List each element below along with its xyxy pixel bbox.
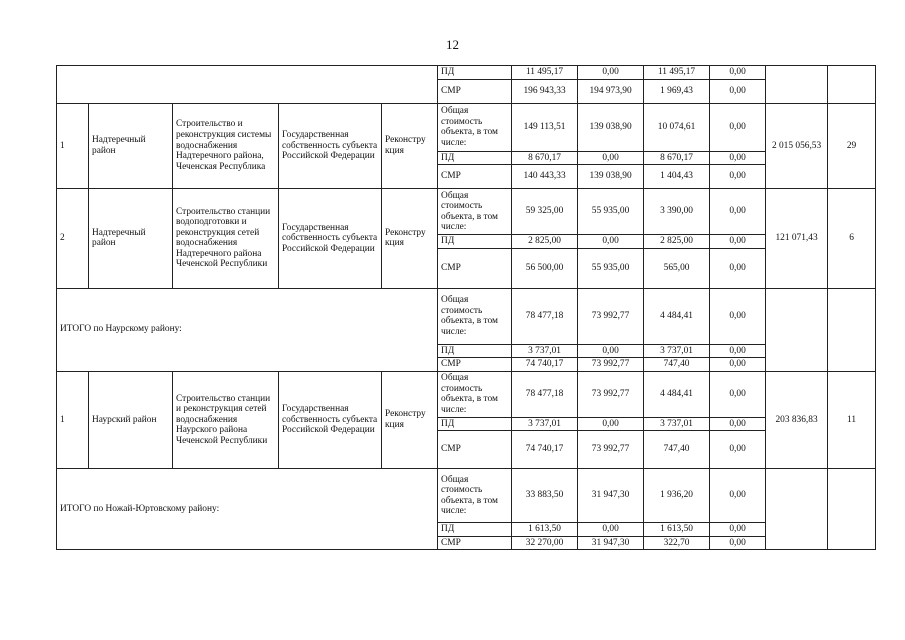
value-total: 140 443,33 xyxy=(512,165,578,189)
value-1: 73 992,77 xyxy=(578,431,644,469)
project-count: 11 xyxy=(828,371,876,469)
value-2: 1 936,20 xyxy=(644,469,710,523)
project-name: Строительство станции водоподготовки и реконструкция сетей водоснабжения Надтеречного района Чеченской Республики xyxy=(173,189,279,289)
value-total: 32 270,00 xyxy=(512,536,578,550)
value-total: 3 737,01 xyxy=(512,417,578,431)
value-2: 747,40 xyxy=(644,358,710,372)
value-2: 4 484,41 xyxy=(644,371,710,417)
project-work-type: Реконстру кция xyxy=(382,189,438,289)
row-type: ПД xyxy=(438,151,512,165)
project-district: Надтеречный район xyxy=(89,189,173,289)
table-row xyxy=(57,371,876,417)
subtotal-label: ИТОГО по Наурскому району: xyxy=(57,288,438,371)
value-total: 11 495,17 xyxy=(512,66,578,80)
value-1: 0,00 xyxy=(578,523,644,537)
project-number: 1 xyxy=(57,371,89,469)
value-1: 0,00 xyxy=(578,344,644,358)
value-1: 55 935,00 xyxy=(578,189,644,235)
value-total: 1 613,50 xyxy=(512,523,578,537)
continuation-blank xyxy=(57,66,438,104)
value-total: 74 740,17 xyxy=(512,431,578,469)
subtotal-count xyxy=(828,288,876,371)
value-total: 149 113,51 xyxy=(512,103,578,151)
value-total: 8 670,17 xyxy=(512,151,578,165)
row-type: СМР xyxy=(438,536,512,550)
value-total: 74 740,17 xyxy=(512,358,578,372)
project-count: 6 xyxy=(828,189,876,289)
project-ownership: Государственная собственность субъекта Российской Федерации xyxy=(279,189,382,289)
value-1: 0,00 xyxy=(578,417,644,431)
value-total: 78 477,18 xyxy=(512,288,578,344)
value-3: 0,00 xyxy=(710,536,766,550)
value-3: 0,00 xyxy=(710,417,766,431)
row-type: СМР xyxy=(438,248,512,288)
value-1: 0,00 xyxy=(578,66,644,80)
value-total: 59 325,00 xyxy=(512,189,578,235)
project-count: 29 xyxy=(828,103,876,189)
value-1: 73 992,77 xyxy=(578,371,644,417)
row-type: СМР xyxy=(438,358,512,372)
value-total: 196 943,33 xyxy=(512,79,578,103)
subtotal-capacity xyxy=(766,469,828,550)
value-2: 3 737,01 xyxy=(644,344,710,358)
value-2: 747,40 xyxy=(644,431,710,469)
value-2: 3 737,01 xyxy=(644,417,710,431)
project-work-type: Реконстру кция xyxy=(382,103,438,189)
value-2: 322,70 xyxy=(644,536,710,550)
row-type: СМР xyxy=(438,431,512,469)
value-3: 0,00 xyxy=(710,189,766,235)
value-3: 0,00 xyxy=(710,151,766,165)
project-district: Надтеречный район xyxy=(89,103,173,189)
row-type: ПД xyxy=(438,523,512,537)
value-2: 1 969,43 xyxy=(644,79,710,103)
value-1: 73 992,77 xyxy=(578,358,644,372)
value-total: 78 477,18 xyxy=(512,371,578,417)
row-type: ПД xyxy=(438,344,512,358)
table-row xyxy=(57,288,876,344)
row-type: Общая стоимость объекта, в том числе: xyxy=(438,103,512,151)
project-ownership: Государственная собственность субъекта Российской Федерации xyxy=(279,103,382,189)
project-capacity: 121 071,43 xyxy=(766,189,828,289)
value-1: 194 973,90 xyxy=(578,79,644,103)
value-1: 139 038,90 xyxy=(578,165,644,189)
value-3: 0,00 xyxy=(710,371,766,417)
value-3: 0,00 xyxy=(710,288,766,344)
continuation-count xyxy=(828,66,876,104)
value-3: 0,00 xyxy=(710,523,766,537)
value-2: 3 390,00 xyxy=(644,189,710,235)
value-3: 0,00 xyxy=(710,79,766,103)
value-2: 2 825,00 xyxy=(644,235,710,249)
value-3: 0,00 xyxy=(710,431,766,469)
value-2: 565,00 xyxy=(644,248,710,288)
row-type: ПД xyxy=(438,66,512,80)
project-number: 1 xyxy=(57,103,89,189)
row-type: СМР xyxy=(438,79,512,103)
value-2: 4 484,41 xyxy=(644,288,710,344)
row-type: ПД xyxy=(438,417,512,431)
row-type: Общая стоимость объекта, в том числе: xyxy=(438,371,512,417)
project-name: Строительство станции и реконструкция сетей водоснабжения Наурского района Чеченской Республики xyxy=(173,371,279,469)
value-2: 1 613,50 xyxy=(644,523,710,537)
value-3: 0,00 xyxy=(710,165,766,189)
value-3: 0,00 xyxy=(710,103,766,151)
value-3: 0,00 xyxy=(710,344,766,358)
value-1: 73 992,77 xyxy=(578,288,644,344)
project-number: 2 xyxy=(57,189,89,289)
row-type: Общая стоимость объекта, в том числе: xyxy=(438,469,512,523)
subtotal-label: ИТОГО по Ножай-Юртовскому району: xyxy=(57,469,438,550)
project-ownership: Государственная собственность субъекта Российской Федерации xyxy=(279,371,382,469)
project-district: Наурский район xyxy=(89,371,173,469)
project-work-type: Реконстру кция xyxy=(382,371,438,469)
project-capacity: 2 015 056,53 xyxy=(766,103,828,189)
value-1: 139 038,90 xyxy=(578,103,644,151)
value-3: 0,00 xyxy=(710,66,766,80)
row-type: Общая стоимость объекта, в том числе: xyxy=(438,189,512,235)
value-3: 0,00 xyxy=(710,469,766,523)
project-name: Строительство и реконструкция системы водоснабжения Надтеречного района, Чеченская Республика xyxy=(173,103,279,189)
subtotal-count xyxy=(828,469,876,550)
value-2: 1 404,43 xyxy=(644,165,710,189)
table-row xyxy=(57,469,876,523)
table-row xyxy=(57,66,876,80)
value-2: 10 074,61 xyxy=(644,103,710,151)
value-3: 0,00 xyxy=(710,248,766,288)
continuation-capacity xyxy=(766,66,828,104)
value-total: 2 825,00 xyxy=(512,235,578,249)
value-2: 8 670,17 xyxy=(644,151,710,165)
row-type: Общая стоимость объекта, в том числе: xyxy=(438,288,512,344)
page-number: 12 xyxy=(446,37,459,52)
value-total: 3 737,01 xyxy=(512,344,578,358)
project-capacity: 203 836,83 xyxy=(766,371,828,469)
subtotal-capacity xyxy=(766,288,828,371)
value-1: 0,00 xyxy=(578,235,644,249)
value-total: 56 500,00 xyxy=(512,248,578,288)
table-row xyxy=(57,103,876,151)
value-3: 0,00 xyxy=(710,235,766,249)
table-row xyxy=(57,189,876,235)
value-1: 31 947,30 xyxy=(578,536,644,550)
row-type: ПД xyxy=(438,235,512,249)
value-3: 0,00 xyxy=(710,358,766,372)
value-1: 0,00 xyxy=(578,151,644,165)
investment-table xyxy=(56,65,876,550)
value-1: 31 947,30 xyxy=(578,469,644,523)
row-type: СМР xyxy=(438,165,512,189)
value-1: 55 935,00 xyxy=(578,248,644,288)
value-total: 33 883,50 xyxy=(512,469,578,523)
value-2: 11 495,17 xyxy=(644,66,710,80)
